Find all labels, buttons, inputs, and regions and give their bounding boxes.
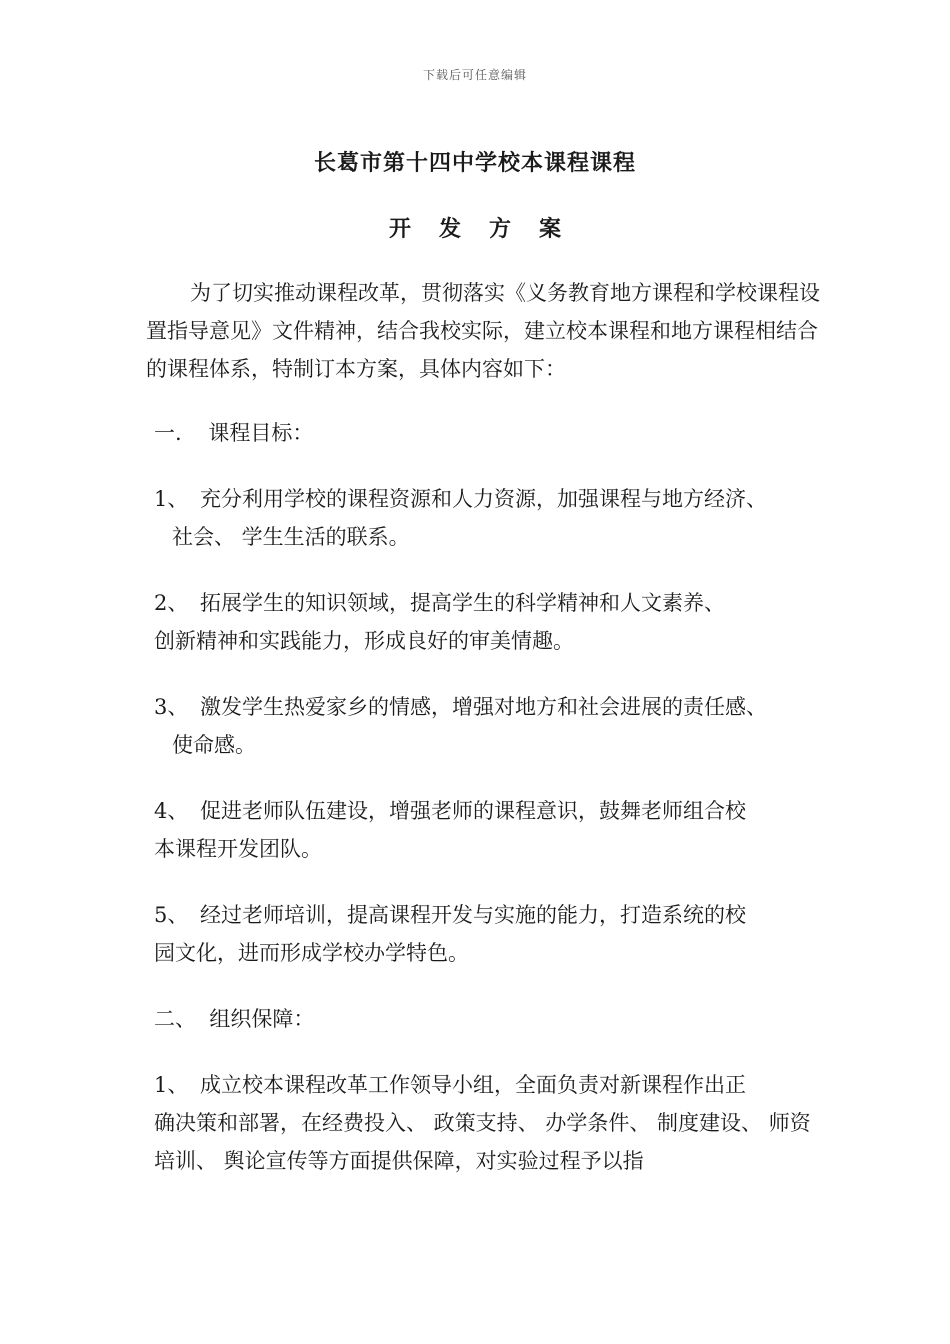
item-text-rest: 本课程开发团队。: [154, 837, 322, 861]
item-text-rest: 社会、 学生生活的联系。: [172, 525, 410, 549]
section-title: 组织保障：: [209, 1007, 315, 1031]
item-text-first: 成立校本课程改革工作领导小组，全面负责对新课程作出正: [200, 1073, 746, 1097]
list-item: [146, 584, 826, 660]
document-title: 长葛市第十四中学校本课程课程: [313, 151, 636, 176]
item-text-rest: 园文化，进而形成学校办学特色。: [154, 941, 469, 965]
subtitle-char: 方: [489, 217, 512, 242]
subtitle-char: 开: [388, 217, 411, 242]
item-text-first: 促进老师队伍建设，增强老师的课程意识，鼓舞老师组合校: [200, 799, 746, 823]
item-text-first: 经过老师培训，提高课程开发与实施的能力，打造系统的校: [200, 903, 746, 927]
item-text-rest: 使命感。: [172, 733, 256, 757]
document-body: [146, 274, 826, 1208]
list-item: [146, 688, 826, 764]
list-item: [146, 792, 826, 868]
item-number: 1、: [154, 487, 189, 511]
item-number: 4、: [154, 799, 189, 823]
item-number: 1、: [154, 1073, 189, 1097]
item-number: 3、: [154, 695, 189, 719]
section-number: 一.: [154, 421, 182, 445]
list-item: [146, 896, 826, 972]
list-item: [146, 1066, 826, 1180]
item-number: 2、: [154, 591, 189, 615]
subtitle-char: 案: [539, 217, 562, 242]
item-text-first: 充分利用学校的课程资源和人力资源，加强课程与地方经济、: [200, 487, 767, 511]
intro-paragraph: 为了切实推动课程改革，贯彻落实《义务教育地方课程和学校课程设置指导意见》文件精神，结合我校实际，建立校本课程和地方课程相结合的课程体系，特制订本方案，具体内容如下：: [146, 281, 820, 381]
section-heading-goals: [146, 414, 826, 452]
section-number: 二、: [154, 1007, 196, 1031]
subtitle-char: 发: [438, 217, 461, 242]
document-subtitle: [0, 212, 950, 243]
section-title: 课程目标：: [208, 421, 314, 445]
item-text-first: 拓展学生的知识领域，提高学生的科学精神和人文素养、: [200, 591, 725, 615]
item-text-first: 激发学生热爱家乡的情感，增强对地方和社会进展的责任感、: [200, 695, 767, 719]
list-item: [146, 480, 826, 556]
item-text-rest: 创新精神和实践能力，形成良好的审美情趣。: [154, 629, 574, 653]
section-heading-organization: [146, 1000, 826, 1038]
item-number: 5、: [154, 903, 189, 927]
item-text-rest: 确决策和部署，在经费投入、 政策支持、 办学条件、 制度建设、 师资培训、 舆论宣传等方面提供保障，对实验过程予以指: [154, 1111, 811, 1173]
header-note: 下载后可任意编辑: [422, 68, 527, 82]
